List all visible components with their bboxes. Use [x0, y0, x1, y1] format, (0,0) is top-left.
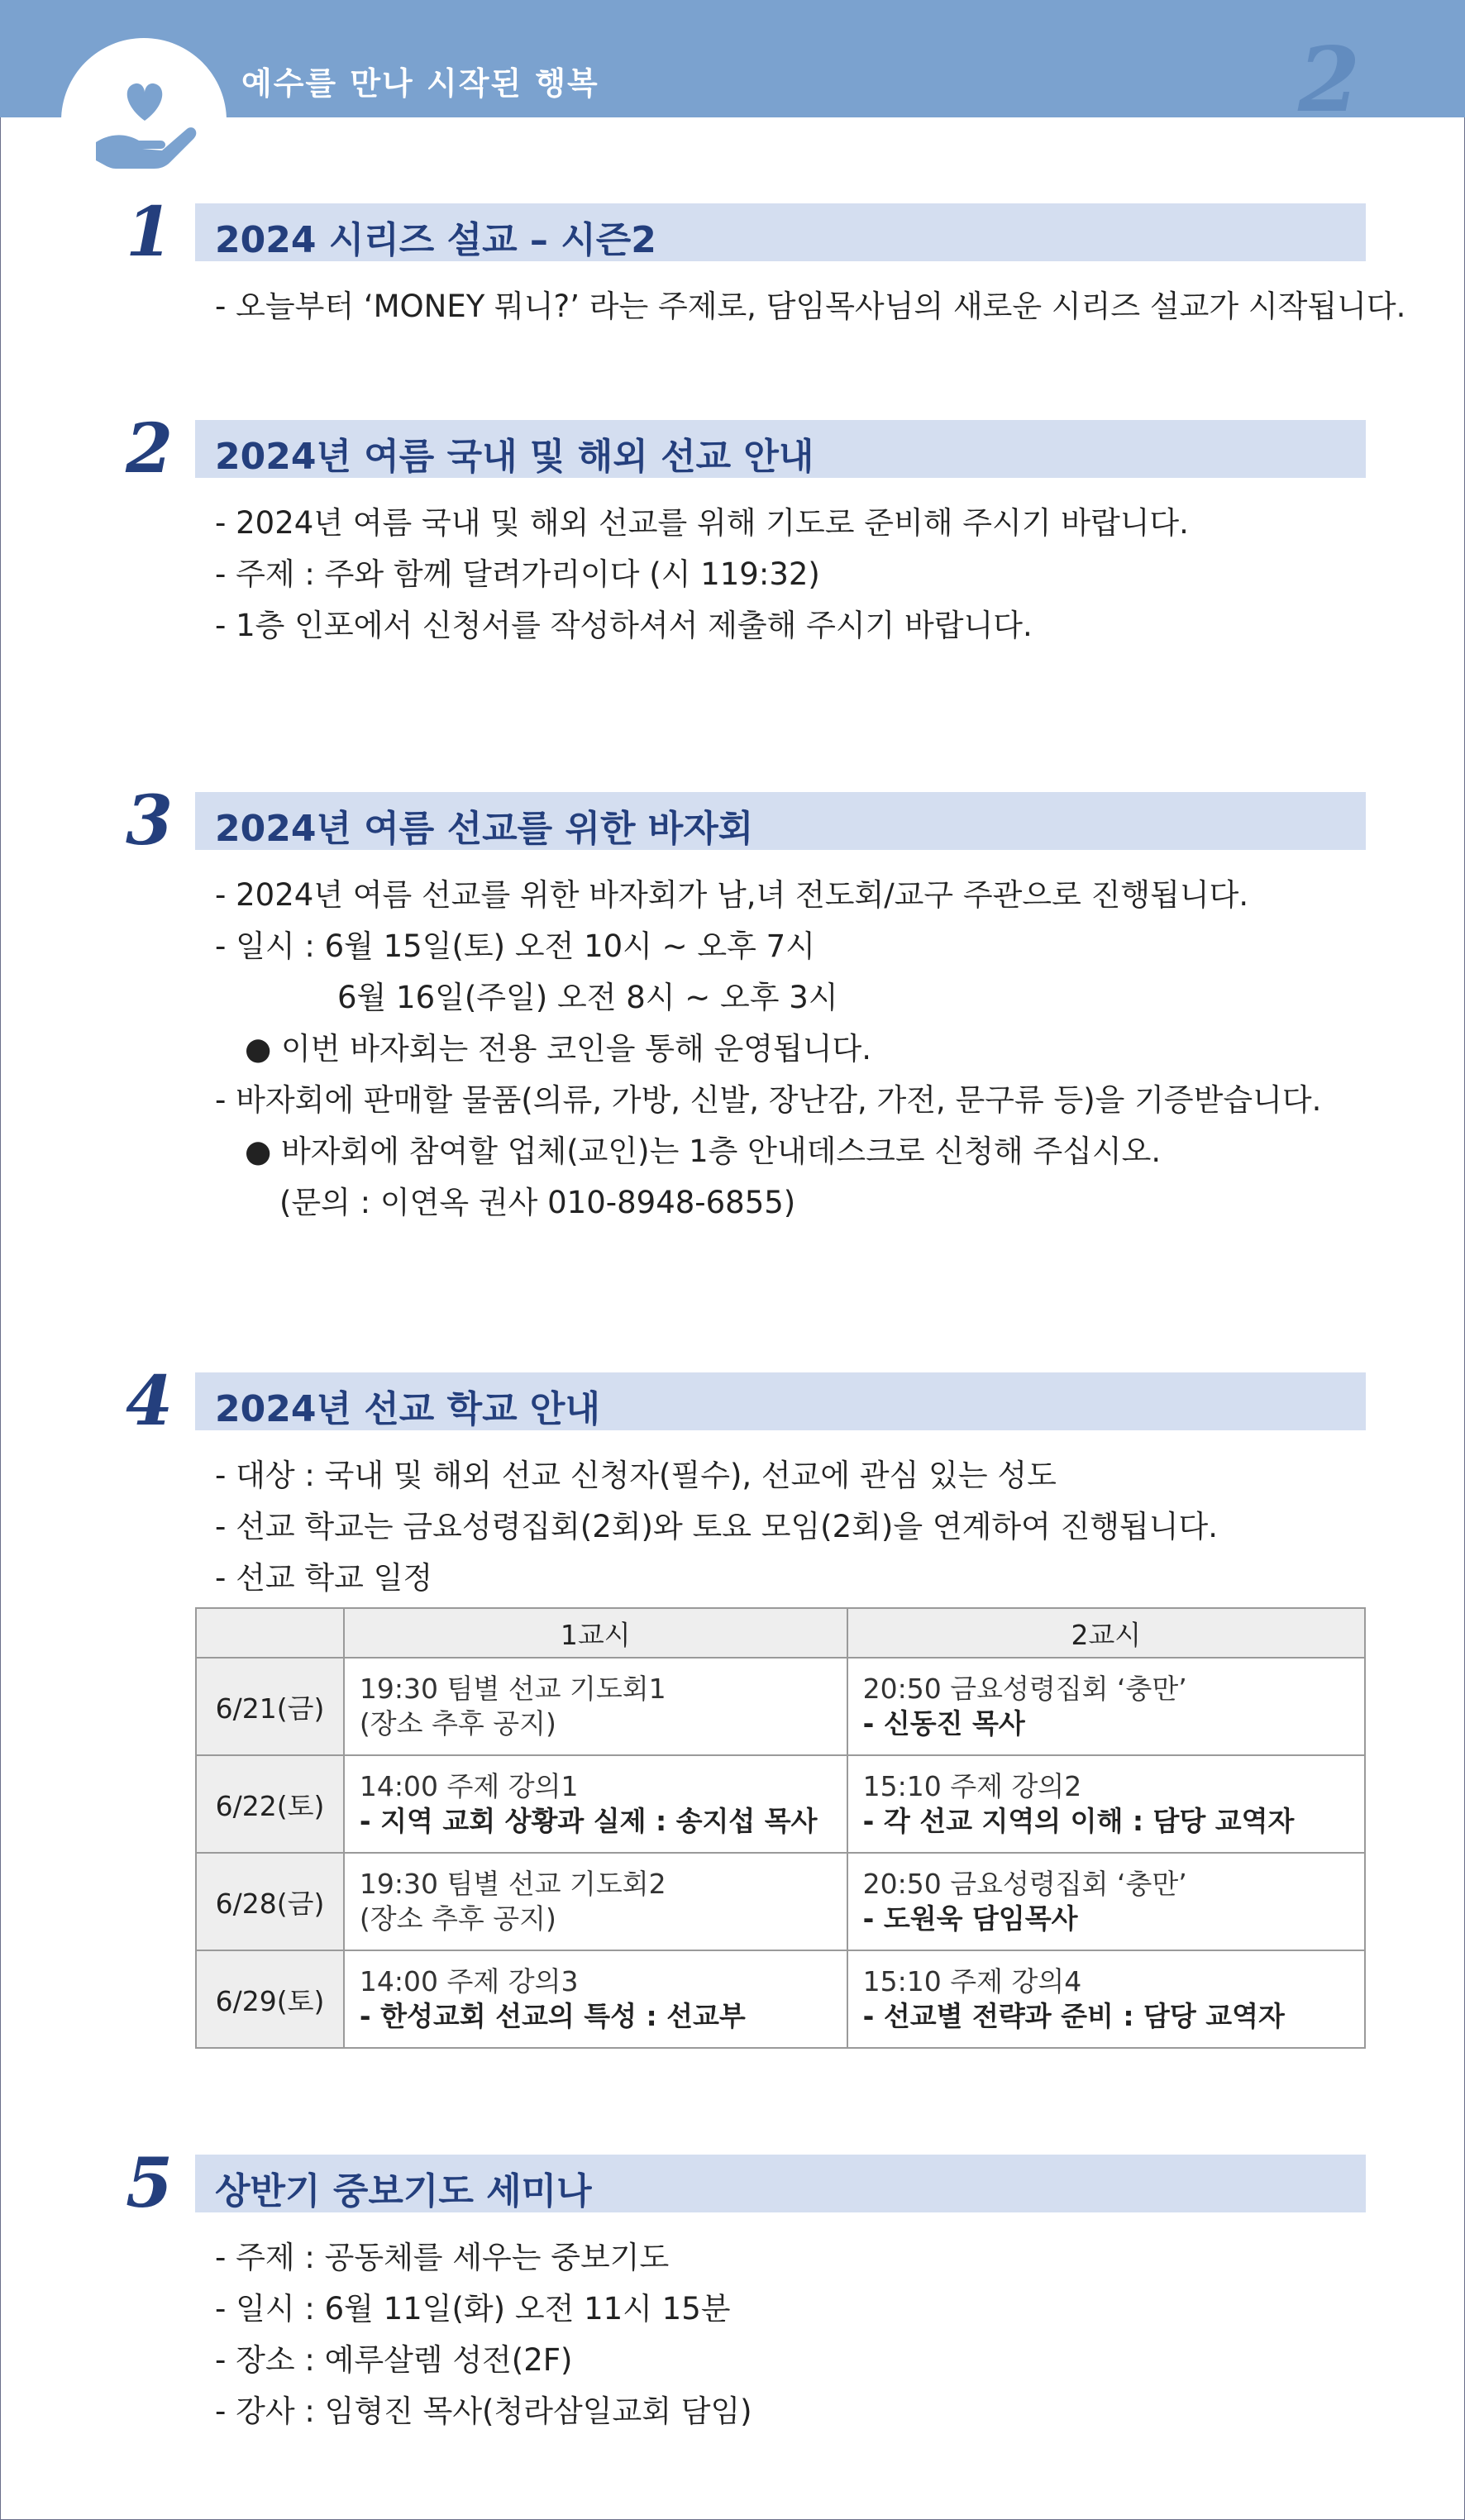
- schedule-date: 6/28(금): [196, 1853, 344, 1950]
- table-row: [196, 1755, 1365, 1853]
- schedule-cell: [344, 1950, 847, 2048]
- schedule-cell-detail: - 신동진 목사: [862, 1707, 1025, 1740]
- section-4-bar: [195, 1372, 1366, 1430]
- section-2-line-2: - 주제 : 주와 함께 달려가리이다 (시 119:32): [215, 556, 820, 592]
- section-1-bar: [195, 203, 1366, 261]
- schedule-cell-time: 19:30 팀별 선교 기도회1: [359, 1673, 666, 1705]
- section-5-line-1: - 주제 : 공동체를 세우는 중보기도: [215, 2240, 670, 2275]
- schedule-cell-time: 14:00 주제 강의1: [359, 1770, 579, 1802]
- schedule-cell: [847, 1658, 1365, 1755]
- schedule-cell: [344, 1755, 847, 1853]
- logo-badge: [61, 38, 227, 203]
- schedule-cell-detail: - 선교별 전략과 준비 : 담당 교역자: [862, 2000, 1285, 2032]
- schedule-cell-time: 19:30 팀별 선교 기도회2: [359, 1868, 666, 1900]
- schedule-cell-detail: (장소 추후 공지): [359, 1902, 556, 1935]
- section-3-line-5: - 바자회에 판매할 물품(의류, 가방, 신발, 장난감, 가전, 문구류 등)을 기증받습니다.: [215, 1082, 1322, 1118]
- schedule-cell-detail: (장소 추후 공지): [359, 1707, 556, 1740]
- schedule-cell-time: 20:50 금요성령집회 ‘충만’: [862, 1868, 1187, 1900]
- schedule-cell-time: 15:10 주제 강의4: [862, 1965, 1082, 1997]
- section-1-number: 1: [126, 193, 174, 272]
- schedule-cell-detail: - 지역 교회 상황과 실제 : 송지섭 목사: [359, 1805, 818, 1837]
- section-2-line-3: - 1층 인포에서 신청서를 작성하셔서 제출해 주시기 바랍니다.: [215, 608, 1033, 643]
- schedule-cell-detail: - 각 선교 지역의 이해 : 담당 교역자: [862, 1805, 1295, 1837]
- section-3-title: 2024년 여름 선교를 위한 바자회: [215, 808, 754, 850]
- section-3-line-4: ● 이번 바자회는 전용 코인을 통해 운영됩니다.: [245, 1031, 871, 1067]
- schedule-date: 6/22(토): [196, 1755, 344, 1853]
- section-5-line-2: - 일시 : 6월 11일(화) 오전 11시 15분: [215, 2291, 731, 2327]
- schedule-date: 6/29(토): [196, 1950, 344, 2048]
- schedule-cell-time: 20:50 금요성령집회 ‘충만’: [862, 1673, 1187, 1705]
- schedule-header-period-1: 1교시: [344, 1608, 847, 1658]
- page-number: 2: [1298, 28, 1361, 132]
- section-4-title: 2024년 선교 학교 안내: [215, 1388, 600, 1430]
- schedule-header-row: [196, 1608, 1365, 1658]
- schedule-cell: [847, 1853, 1365, 1950]
- section-4-line-2: - 선교 학교는 금요성령집회(2회)와 토요 모임(2회)을 연계하여 진행됩니다.: [215, 1509, 1219, 1544]
- section-5-line-4: - 강사 : 임형진 목사(청라삼일교회 담임): [215, 2394, 752, 2429]
- section-5-number: 5: [126, 2144, 174, 2223]
- section-1-line-1: - 오늘부터 ‘MONEY 뭐니?’ 라는 주제로, 담임목사님의 새로운 시리즈 설교가 시작됩니다.: [215, 289, 1406, 324]
- heart-in-hand-icon: [91, 71, 198, 179]
- schedule-table: [195, 1607, 1366, 2049]
- section-3-line-3: 6월 16일(주일) 오전 8시 ~ 오후 3시: [337, 980, 838, 1015]
- section-5-line-3: - 장소 : 예루살렘 성전(2F): [215, 2342, 573, 2378]
- section-4-line-3: - 선교 학교 일정: [215, 1560, 433, 1596]
- table-row: [196, 1853, 1365, 1950]
- schedule-header-period-2: 2교시: [847, 1608, 1365, 1658]
- schedule-cell: [847, 1950, 1365, 2048]
- schedule-cell-detail: - 한성교회 선교의 특성 : 선교부: [359, 2000, 746, 2032]
- schedule-cell: [847, 1755, 1365, 1853]
- section-3-number: 3: [126, 781, 174, 861]
- table-row: [196, 1950, 1365, 2048]
- section-3-line-7: (문의 : 이연옥 권사 010-8948-6855): [279, 1185, 796, 1220]
- section-2-line-1: - 2024년 여름 국내 및 해외 선교를 위해 기도로 준비해 주시기 바랍니다.: [215, 505, 1189, 541]
- schedule-cell-detail: - 도원욱 담임목사: [862, 1902, 1078, 1935]
- section-4-number: 4: [126, 1362, 174, 1441]
- section-2-number: 2: [126, 409, 174, 489]
- schedule-cell: [344, 1853, 847, 1950]
- section-3-bar: [195, 792, 1366, 850]
- section-3-line-2: - 일시 : 6월 15일(토) 오전 10시 ~ 오후 7시: [215, 928, 815, 964]
- header-title: 예수를 만나 시작된 행복: [241, 65, 599, 102]
- schedule-cell-time: 14:00 주제 강의3: [359, 1965, 579, 1997]
- section-4-line-1: - 대상 : 국내 및 해외 선교 신청자(필수), 선교에 관심 있는 성도: [215, 1458, 1057, 1493]
- section-3-line-1: - 2024년 여름 선교를 위한 바자회가 남,녀 전도회/교구 주관으로 진행됩니다.: [215, 877, 1249, 913]
- section-5-title: 상반기 중보기도 세미나: [215, 2170, 592, 2212]
- section-2-title: 2024년 여름 국내 및 해외 선교 안내: [215, 436, 814, 478]
- schedule-date: 6/21(금): [196, 1658, 344, 1755]
- schedule-cell-time: 15:10 주제 강의2: [862, 1770, 1082, 1802]
- schedule-corner-cell: [196, 1608, 344, 1658]
- table-row: [196, 1658, 1365, 1755]
- section-5-bar: [195, 2155, 1366, 2212]
- section-3-line-6: ● 바자회에 참여할 업체(교인)는 1층 안내데스크로 신청해 주십시오.: [245, 1134, 1162, 1169]
- section-2-bar: [195, 420, 1366, 478]
- section-1-title: 2024 시리즈 설교 – 시즌2: [215, 219, 656, 261]
- schedule-cell: [344, 1658, 847, 1755]
